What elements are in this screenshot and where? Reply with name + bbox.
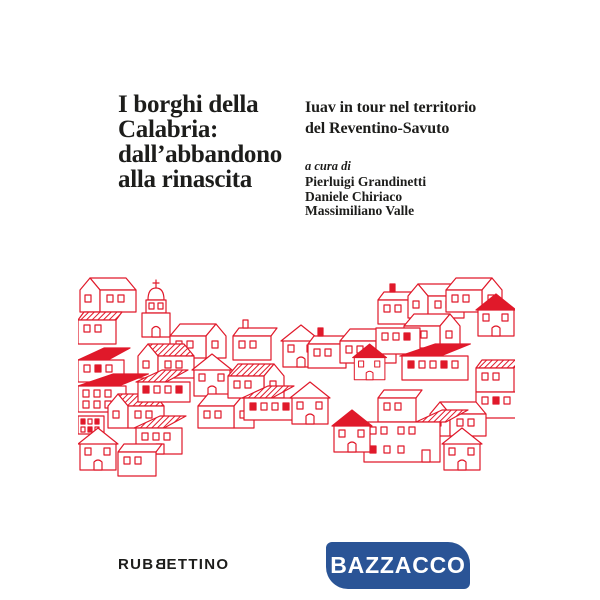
subtitle-block [305,97,515,219]
page-title [118,92,282,192]
title-line: I borghi della [118,91,259,118]
publisher-logo-mirrored-b: B [154,556,167,573]
curated-by-label: a cura di [305,159,351,173]
title-line: dall’abbandono [118,141,282,168]
curators-list [305,175,515,219]
curator-name: Daniele Chiriaco [305,188,403,204]
subtitle [305,97,515,139]
badge-label: BAZZACCO [330,552,466,578]
publisher-logo [118,556,229,573]
publisher-logo-part: RUB [118,556,155,573]
publisher-logo-part: ETTINO [166,556,230,573]
subtitle-line: del Reventino-Savuto [305,120,450,137]
title-line: Calabria: [118,116,219,143]
bazzacco-badge [326,542,470,589]
curator-name: Massimiliano Valle [305,203,415,219]
subtitle-line: Iuav in tour nel territorio [305,99,477,116]
curator-name: Pierluigi Grandinetti [305,174,427,189]
title-line: alla rinascita [118,166,252,193]
village-illustration [78,270,515,480]
